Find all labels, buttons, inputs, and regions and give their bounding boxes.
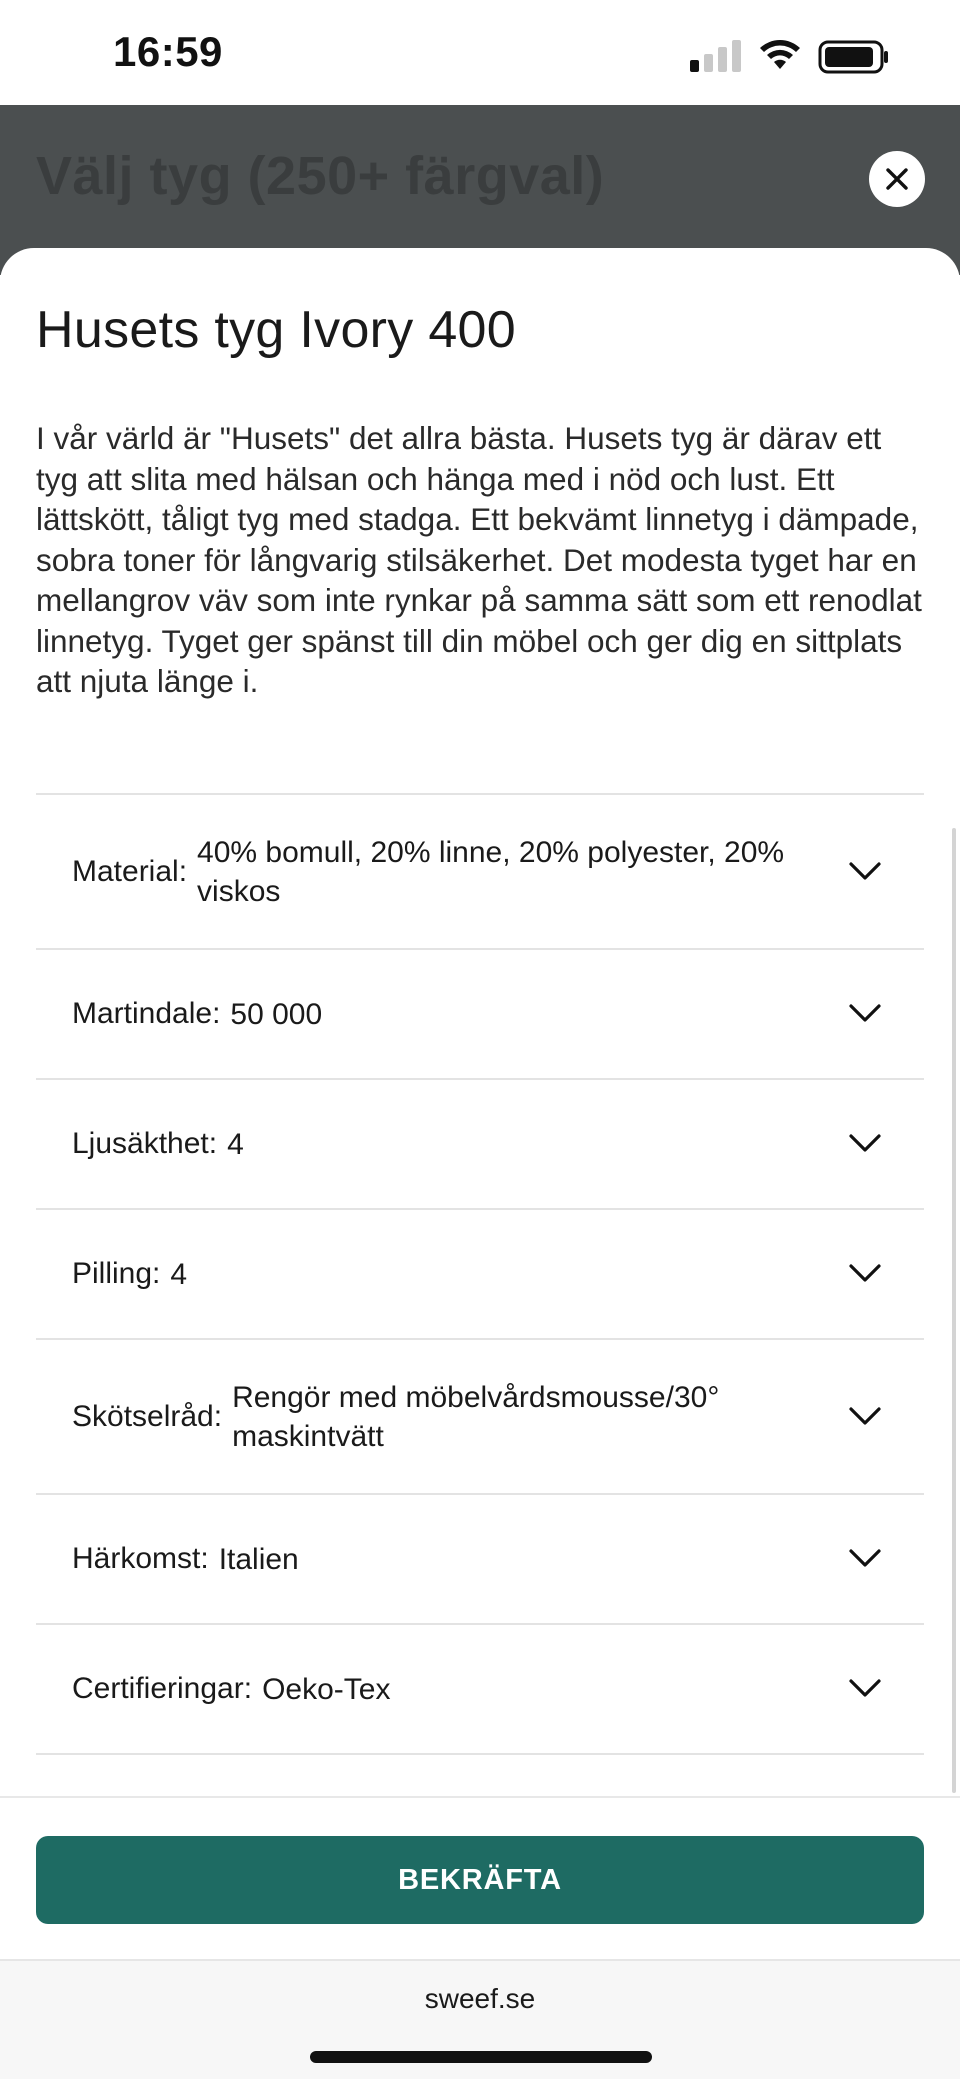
status-bar bbox=[0, 0, 960, 105]
spec-label: Martindale: bbox=[72, 997, 221, 1030]
spec-value: Italien bbox=[218, 1542, 299, 1576]
bottom-action-bar bbox=[0, 1796, 960, 1961]
chevron-down-icon bbox=[848, 1677, 882, 1699]
spec-value: Rengör med möbelvårdsmousse/30° maskintvätt bbox=[232, 1380, 720, 1453]
scrollbar[interactable] bbox=[952, 828, 956, 1793]
battery-icon bbox=[818, 40, 890, 74]
backdrop-title: Välj tyg (250+ färgval) bbox=[36, 146, 605, 206]
spec-row-origin[interactable] bbox=[36, 1495, 924, 1625]
chevron-down-icon bbox=[848, 1547, 882, 1569]
fabric-description: I vår värld är "Husets" det allra bästa. Husets tyg är därav ett tyg att slita med hälsan och hänga med i nöd och lust. Ett lättskött, tåligt tyg med stadga. Ett bekvämt linnetyg i dämpade, sobra toner för långvarig stilsäkerhet. Det modesta tyget har en mellangrov väv som inte rynkar på samma sätt som ett renodlat linnetyg. Tyget ger spänst till din möbel och ger dig en sittplats att njuta länge i. bbox=[36, 420, 922, 699]
spec-value: 4 bbox=[170, 1257, 188, 1291]
spec-value: 4 bbox=[227, 1127, 244, 1161]
spec-label: Certifieringar: bbox=[72, 1672, 253, 1705]
spec-value: 40% bomull, 20% linne, 20% polyester, 20% viskos bbox=[197, 835, 785, 908]
spec-row-martindale[interactable] bbox=[36, 950, 924, 1080]
close-icon bbox=[884, 166, 910, 192]
spec-row-material[interactable] bbox=[36, 795, 924, 950]
spec-label: Pilling: bbox=[72, 1257, 161, 1290]
browser-url-bar bbox=[0, 1959, 960, 2079]
spec-label: Material: bbox=[72, 854, 188, 888]
home-indicator[interactable] bbox=[310, 2051, 652, 2063]
confirm-button[interactable]: BEKRÄFTA bbox=[36, 1836, 924, 1924]
chevron-down-icon bbox=[848, 1262, 882, 1284]
wifi-icon bbox=[757, 38, 803, 72]
chevron-down-icon bbox=[848, 1405, 882, 1427]
spec-row-care[interactable] bbox=[36, 1340, 924, 1495]
spec-label: Ljusäkthet: bbox=[72, 1127, 218, 1160]
spec-row-lightfastness[interactable] bbox=[36, 1080, 924, 1210]
chevron-down-icon bbox=[848, 1132, 882, 1154]
spec-label: Härkomst: bbox=[72, 1542, 209, 1575]
cellular-signal-icon bbox=[690, 40, 742, 72]
spec-row-certifications[interactable] bbox=[36, 1625, 924, 1755]
spec-row-pilling[interactable] bbox=[36, 1210, 924, 1340]
url-text[interactable]: sweef.se bbox=[424, 1983, 536, 2014]
spec-label: Skötselråd: bbox=[72, 1399, 223, 1433]
spec-value: Oeko-Tex bbox=[262, 1672, 391, 1706]
status-time: 16:59 bbox=[113, 28, 223, 75]
chevron-down-icon bbox=[848, 860, 882, 882]
spec-value: 50 000 bbox=[230, 997, 323, 1031]
spec-list bbox=[36, 793, 924, 1755]
close-button[interactable] bbox=[869, 151, 925, 207]
fabric-title: Husets tyg Ivory 400 bbox=[36, 301, 516, 359]
chevron-down-icon bbox=[848, 1002, 882, 1024]
